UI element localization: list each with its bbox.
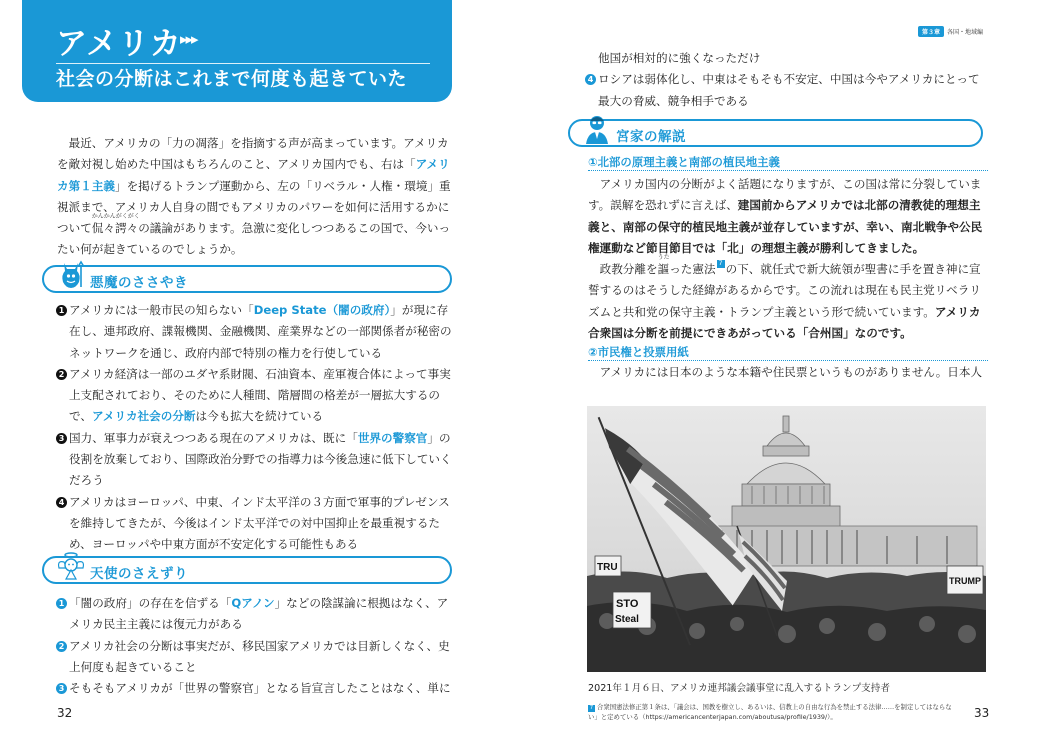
ruby-base: 謳 (657, 262, 670, 277)
protest-sign-1 (595, 556, 621, 576)
item-text: そもそもアメリカが「世界の警察官」となる旨宣言したことはなく、単に (69, 681, 451, 696)
list-item (56, 492, 458, 556)
sign-text: TRU (597, 562, 618, 573)
item-text: ロシアは弱体化し、中東はそもそも不安定、中国は今やアメリカにとって最大の脅威、競争相手である (598, 72, 980, 108)
sign-text: Steal (615, 614, 639, 625)
item-text-tail: 」の役割を放棄しており、国際政治分野での指導力は今後急速に低下していくだろう (69, 430, 452, 488)
item-text-tail: は今も拡大を続けている (195, 409, 324, 424)
item-number: 1 (56, 598, 67, 609)
item-number: 3 (56, 433, 67, 444)
item-text: アメリカ経済は一部のユダヤ系財閥、石油資本、産軍複合体によって事実上支配されており、そのために人種間、階層間の格差が一層拡大するので、 (69, 366, 451, 424)
intro-text-2: 」を掲げるトランプ運動から、左の「リベラル・人権・環境」重視派まで、アメリカ人自身の間でもアメリカのパワーを如何に活用するかについて (57, 178, 451, 236)
intro-text-1: 最近、アメリカの「力の凋落」を指摘する声が高まっています。アメリカを敵対視し始めた中国はもちろんのこと、アメリカ国内でも、右は「 (57, 136, 449, 172)
item-text: アメリカには一般市民の知らない「 (69, 303, 254, 317)
list-item (56, 636, 458, 679)
page-number-left: 32 (57, 706, 73, 720)
intro-paragraph (57, 133, 455, 261)
subheading-2: ②市民権と投票用紙 (588, 345, 988, 361)
item-highlight: アメリカ社会の分断 (91, 409, 196, 424)
title-arrows-icon: ▸▸▸ (180, 30, 197, 48)
ruby-base: 侃々諤々 (91, 221, 139, 236)
protest-sign-2 (613, 592, 651, 628)
commentator-icon (582, 111, 612, 147)
commentary-bold: 建国前からアメリカでは北部の清教徒的理想主義と、南部の保守的植民地主義が並存していますが、幸い、南北戦争や公民権運動など節目節目では「北」の理想主義が勝利してきました。 (588, 198, 983, 255)
item-number: 4 (56, 497, 67, 508)
item-text-tail: 」が現に存在し、連邦政府、諜報機関、金融機関、産業界などの一部関係者が秘密のネットワークを通じ、政府内部で特別の権力を行使している (69, 303, 452, 360)
page-title: アメリカ (56, 26, 182, 62)
commentary-bold: アメリカ合衆国は分断を前提にできあがっている「合州国」なのです。 (588, 304, 981, 341)
commentary-paragraph-2: アメリカには日本のような本籍や住民票というものがありません。日本人 (599, 365, 983, 379)
commentary-paragraph-1 (588, 174, 988, 344)
header-banner (22, 0, 452, 102)
chapter-label (918, 26, 983, 37)
angel-list (56, 593, 458, 699)
ruby-word (91, 213, 140, 236)
devil-section-header (42, 265, 452, 293)
list-item (56, 364, 458, 428)
item-highlight: Deep State（闇の政府） (253, 303, 391, 317)
item-highlight: Qアノン (231, 596, 275, 610)
photo-caption: 2021年１月６日、アメリカ連邦議会議事堂に乱入するトランプ支持者 (588, 683, 890, 694)
item-number: 2 (56, 641, 67, 652)
iye-section-title: 宮家の解説 (616, 129, 686, 145)
sign-text: STO (616, 598, 639, 610)
sign-text: TRUMP (949, 576, 981, 586)
ruby-word (657, 254, 670, 277)
capitol-photo (587, 406, 986, 672)
intro-highlight: アメリカ第１主義 (57, 157, 450, 193)
commentary-text: った憲法 (669, 262, 716, 277)
list-item (56, 428, 458, 492)
list-item-continued: 他国が相対的に強くなっただけ (598, 51, 761, 65)
list-item (56, 593, 458, 636)
item-text-tail: 」などの陰謀論に根拠はなく、アメリカ民主主義には復元力がある (69, 596, 449, 632)
item-text: 国力、軍事力が衰えつつある現在のアメリカは、既に「 (69, 430, 358, 445)
page-subtitle: 社会の分断はこれまで何度も起きていた (56, 68, 408, 90)
devil-icon (56, 257, 86, 293)
commentary-text: 政教分離を (599, 262, 658, 277)
footnote (588, 702, 953, 722)
list-item (585, 69, 990, 112)
ruby-reading: かんかんがくがく (91, 213, 140, 221)
chapter-badge: 第３章 (918, 26, 944, 37)
ruby-reading: うた (657, 254, 670, 262)
angel-section-header (42, 556, 452, 584)
commentary-text: の下、就任式で新大統領が聖書に手を置き神に宣誓するのはそうした経緯があるからです。この流れは現在も民主党リベラリズムと共和党の保守主義・トランプ主義という形で続いています。 (588, 262, 981, 319)
angel-icon (56, 548, 86, 584)
footnote-marker[interactable]: 7 (717, 260, 725, 268)
devil-section-title: 悪魔のささやき (90, 275, 188, 291)
item-text: 「闇の政府」の存在を信ずる「 (69, 596, 232, 610)
subheading-1: ①北部の原理主義と南部の植民地主義 (588, 155, 988, 171)
capitol-riot-illustration (587, 406, 986, 672)
angel-section-title: 天使のさえずり (90, 566, 188, 582)
list-item (56, 300, 458, 364)
item-number: 3 (56, 683, 67, 694)
commentary-text: アメリカ国内の分断がよく話題になりますが、この国は常に分裂しています。誤解を恐れずに言えば、 (588, 177, 982, 213)
item-number: 4 (585, 74, 596, 85)
item-highlight: 世界の警察官 (357, 430, 428, 445)
item-text: アメリカ社会の分断は事実だが、移民国家アメリカでは目新しくなく、史上何度も起きていること (69, 638, 450, 674)
list-item (56, 678, 458, 699)
devil-list (56, 300, 458, 556)
item-text: アメリカはヨーロッパ、中東、インド太平洋の３方面で軍事的プレゼンスを維持してきたが、今後はインド太平洋での対中国抑止を最重視するため、ヨーロッパや中東方面が不安定化する可能性もある (69, 494, 450, 552)
continued-list (585, 48, 990, 112)
page-number-right: 33 (974, 706, 990, 720)
footnote-text: 合衆国憲法修正第１条は、「議会は、国教を樹立し、あるいは、信教上の自由な行為を禁止する法律……を制定してはならない」と定めている（https://americancenterjapan.com/aboutusa/profile/1939/）。 (588, 703, 952, 721)
footnote-badge: 7 (589, 705, 594, 711)
protest-sign-3 (947, 566, 983, 594)
chapter-title: 各国・地域編 (947, 29, 984, 36)
item-number: 2 (56, 369, 67, 380)
intro-text-3: の議論があります。急激に変化しつつあるこの国で、今いったい何が起きているのでしょうか。 (57, 221, 451, 257)
iye-section-header (568, 119, 983, 147)
item-number: 1 (56, 305, 67, 316)
